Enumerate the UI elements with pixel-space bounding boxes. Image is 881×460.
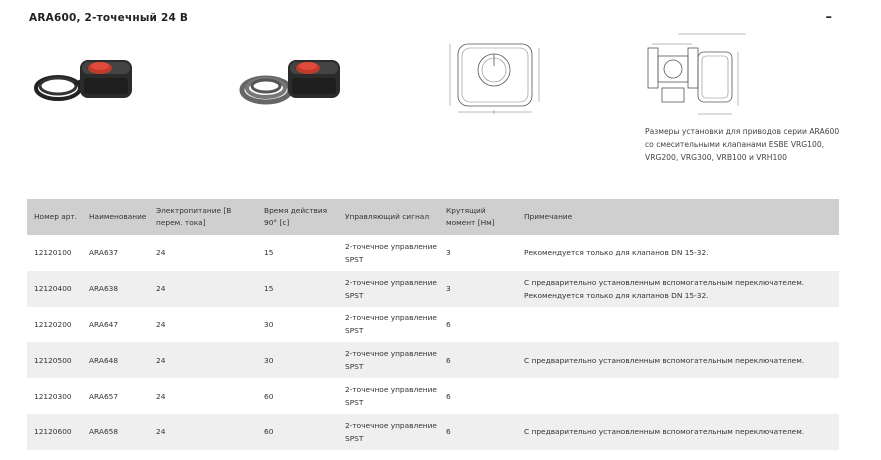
cell-note: С предварительно установленным вспомогательным переключателем. <box>524 427 805 437</box>
cell-article: 12120200 <box>34 319 72 329</box>
cell-name: ARA658 <box>89 427 119 437</box>
table-row <box>27 235 839 271</box>
table-row <box>27 271 839 307</box>
cell-name: ARA657 <box>89 391 119 401</box>
cell-control-signal: 2-точечное управление SPST <box>345 241 437 264</box>
cell-article: 12120600 <box>34 427 72 437</box>
cell-power: 24 <box>156 391 166 401</box>
table-row <box>27 378 839 414</box>
cell-control-signal: 2-точечное управление SPST <box>345 349 437 372</box>
cell-torque: 6 <box>446 355 451 365</box>
column-header-control-signal: Управляющий сигнал <box>345 212 430 221</box>
cell-control-signal: 2-точечное управление SPST <box>345 313 437 336</box>
cell-run-time: 60 <box>264 427 274 437</box>
cell-note: С предварительно установленным вспомогательным переключателем. Рекомендуется только для клапанов DN 15-32. <box>524 277 805 300</box>
column-header-name: Наименование <box>89 212 147 221</box>
cell-run-time: 15 <box>264 248 274 258</box>
table-row <box>27 342 839 378</box>
cell-power: 24 <box>156 248 166 258</box>
cell-torque: 6 <box>446 391 451 401</box>
cell-article: 12120400 <box>34 284 72 294</box>
cell-torque: 6 <box>446 427 451 437</box>
actuator-with-long-cable-photo[interactable] <box>238 48 348 108</box>
installation-caption: Размеры установки для приводов серии ARA600 со смесительными клапанами ESBE VRG100, VRG200, VRG300, VRB100 и VRH100 <box>645 127 840 162</box>
cell-name: ARA637 <box>89 248 119 258</box>
table-header-row <box>27 199 839 235</box>
cell-power: 24 <box>156 427 166 437</box>
cell-article: 12120500 <box>34 355 72 365</box>
actuator-front-dimension-drawing[interactable] <box>442 38 546 120</box>
table-row <box>27 414 839 450</box>
cell-note: Рекомендуется только для клапанов DN 15-32. <box>524 248 709 258</box>
cell-note: С предварительно установленным вспомогательным переключателем. <box>524 355 805 365</box>
cell-torque: 3 <box>446 284 451 294</box>
cell-note <box>517 307 839 343</box>
cell-note <box>517 378 839 414</box>
cell-article: 12120100 <box>34 248 72 258</box>
actuator-with-cable-photo[interactable] <box>30 48 140 108</box>
page-title: ARA600, 2-точечный 24 В <box>29 12 189 24</box>
cell-run-time: 30 <box>264 319 274 329</box>
column-header-article: Номер арт. <box>34 212 78 221</box>
cell-control-signal: 2-точечное управление SPST <box>345 385 437 408</box>
column-header-run-time: Время действия 90° [с] <box>264 206 328 227</box>
cell-torque: 6 <box>446 319 451 329</box>
cell-power: 24 <box>156 319 166 329</box>
cell-control-signal: 2-точечное управление SPST <box>345 420 437 443</box>
collapse-button[interactable]: – <box>825 10 832 25</box>
cell-name: ARA648 <box>89 355 119 365</box>
cell-run-time: 60 <box>264 391 274 401</box>
cell-name: ARA638 <box>89 284 119 294</box>
cell-power: 24 <box>156 355 166 365</box>
products-table <box>27 199 839 450</box>
cell-torque: 3 <box>446 248 451 258</box>
cell-run-time: 30 <box>264 355 274 365</box>
cell-control-signal: 2-точечное управление SPST <box>345 277 437 300</box>
cell-power: 24 <box>156 284 166 294</box>
cell-article: 12120300 <box>34 391 72 401</box>
column-header-note: Примечание <box>524 212 573 221</box>
column-header-torque: Крутящий момент [Нм] <box>446 206 495 227</box>
cell-name: ARA647 <box>89 319 119 329</box>
table-row <box>27 307 839 343</box>
cell-run-time: 15 <box>264 284 274 294</box>
column-header-power: Электропитание [В перем. тока] <box>156 206 232 227</box>
actuator-valve-installation-drawing[interactable] <box>638 26 750 122</box>
